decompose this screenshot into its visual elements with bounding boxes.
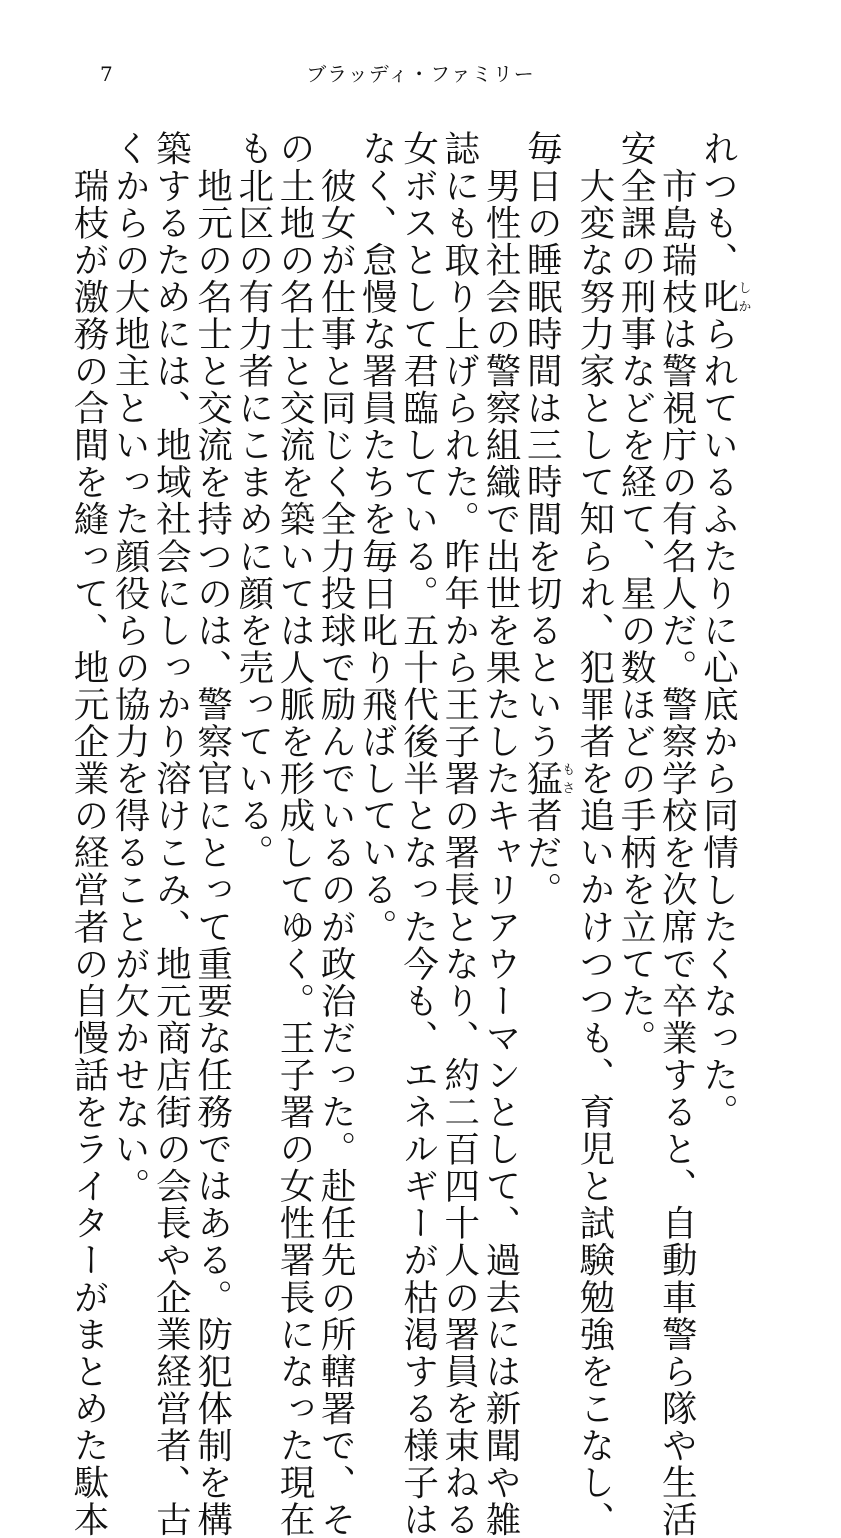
- text-line-10: 彼女が仕事と同じく全力投球で励んでいるのが政治だった。赴任先の所轄署で、そ: [315, 130, 357, 1538]
- text-line-1: [697, 130, 750, 1140]
- text-run: れつも、: [697, 130, 739, 279]
- text-line-12: も北区の有力者にこまめに顔を売っている。: [232, 130, 274, 871]
- ruby-reading: しか: [735, 278, 751, 316]
- text-line-14: 築するためには、地域社会にしっかり溶けこみ、地元商店街の会長や企業経営者、古: [150, 130, 192, 1538]
- ruby-base: 叱: [697, 278, 739, 316]
- text-line-2: 市島瑞枝は警視庁の有名人だ。警察学校を次席で卒業すると、自動車警ら隊や生活: [656, 130, 698, 1538]
- text-line-4: 大変な努力家として知られ、犯罪者を追いかけつつも、育児と試験勉強をこなし、: [573, 130, 615, 1538]
- ruby-base: 猛: [521, 759, 563, 797]
- ruby-mosa: [521, 759, 575, 797]
- text-line-15: くからの大地主といった顔役らの協力を得ることが欠かせない。: [109, 130, 151, 1205]
- text-line-11: の土地の名士と交流を築いては人脈を形成してゆく。王子署の女性署長になった現在: [273, 130, 315, 1538]
- text-line-6: 男性社会の警察組織で出世を果たしたキャリアウーマンとして、過去には新聞や雑: [479, 130, 521, 1538]
- text-line-7: 誌にも取り上げられた。昨年から王子署の署長となり、約二百四十人の署員を束ねる: [438, 130, 480, 1538]
- text-line-16: 瑞枝が激務の合間を縫って、地元企業の経営者の自慢話をライターがまとめた駄本: [67, 130, 109, 1538]
- novel-body-text: [67, 130, 751, 1538]
- ruby-reading: もさ: [559, 759, 575, 797]
- ruby-shika: [697, 278, 751, 316]
- text-run: 者だ。: [521, 796, 563, 909]
- text-line-8: 女ボスとして君臨している。五十代後半となった今も、エネルギーが枯渇する様子は: [397, 130, 439, 1538]
- text-run: 毎日の睡眠時間は三時間を切るという: [521, 130, 563, 760]
- text-line-13: 地元の名士と交流を持つのは、警察官にとって重要な任務ではある。防犯体制を構: [191, 130, 233, 1538]
- text-run: られているふたりに心底から同情したくなった。: [697, 315, 739, 1131]
- text-line-5: [521, 130, 574, 1140]
- text-line-9: なく、怠慢な署員たちを毎日叱り飛ばしている。: [356, 130, 398, 946]
- text-line-3: 安全課の刑事などを経て、星の数ほどの手柄を立てた。: [615, 130, 657, 1057]
- running-title: ブラッディ・ファミリー: [306, 62, 535, 86]
- page-number: 7: [100, 62, 113, 86]
